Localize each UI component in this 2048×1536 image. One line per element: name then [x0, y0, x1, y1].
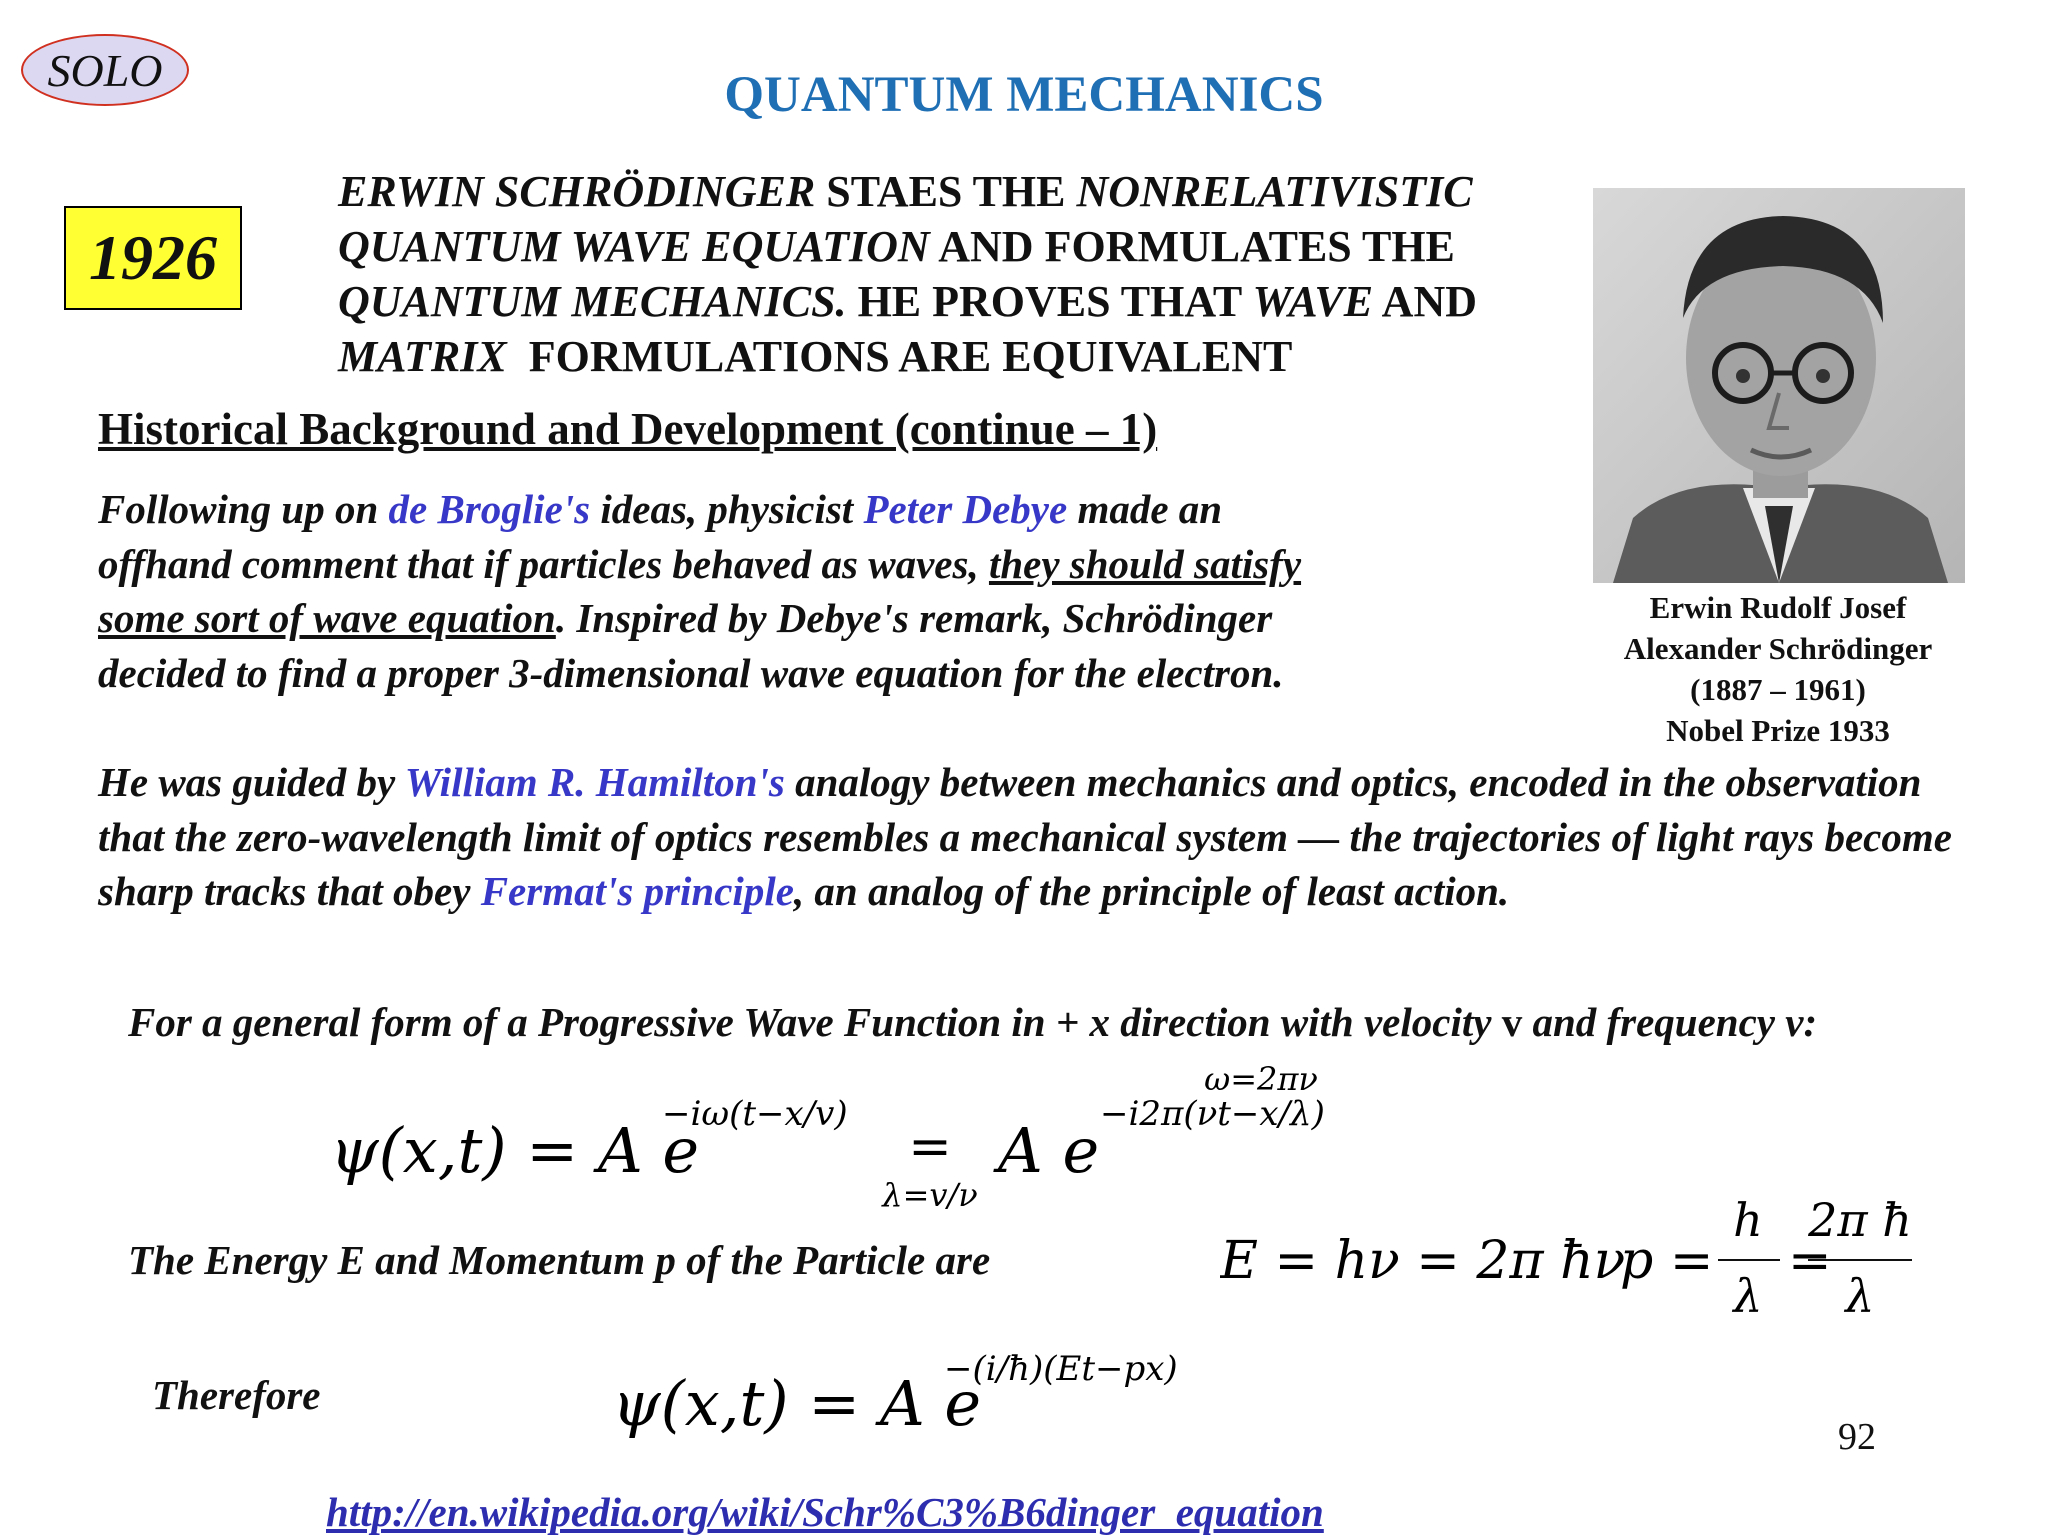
momentum-equals-2: = — [1788, 1231, 1832, 1291]
wave-eq-under: λ=v/ν — [882, 1176, 978, 1210]
portrait-illustration — [1593, 188, 1965, 583]
link-hamilton[interactable]: William R. Hamilton's — [404, 759, 785, 805]
para2-text-1: He was guided by — [98, 759, 405, 805]
final-eq-exp: −(i/ħ)(Et−px) — [944, 1349, 1178, 1389]
momentum-den-2: λ — [1845, 1269, 1875, 1323]
wave-intro-colon: : — [1803, 999, 1818, 1045]
para2-text-2: analogy between mechanics and optics, encoded in the observation that the zero-wavelength limit of optics resembles a mechanical system — the trajectories of light rays become sharp tracks that obey — [98, 759, 1952, 914]
headline-l3d: AND — [1373, 277, 1477, 326]
wave-intro-text-1: For a general form of a Progressive Wave Function in + x direction with velocity — [128, 999, 1502, 1045]
para1-underlined: they should satisfy some sort of wave equation — [98, 540, 1302, 641]
wave-eq-exp2: −i2π(νt−x/λ) — [1100, 1094, 1325, 1134]
wave-function-intro — [128, 998, 1817, 1046]
headline-l2b: AND FORMULATES THE — [929, 222, 1455, 271]
wave-equation — [330, 1060, 1350, 1210]
year-label: 1926 — [89, 222, 217, 293]
paragraph-hamilton — [98, 755, 1978, 919]
para1-text-3: made an offhand comment that if particles behaved as waves, — [98, 486, 1223, 587]
headline — [338, 164, 1568, 384]
headline-l3a: QUANTUM MECHANICS. — [338, 277, 847, 326]
caption-line-2: Alexander Schrödinger — [1623, 631, 1933, 666]
wave-eq-over: ω=2πν — [1204, 1060, 1318, 1098]
link-de-broglie[interactable]: de Broglie's — [388, 486, 591, 532]
caption-line-3: (1887 – 1961) — [1690, 672, 1866, 707]
portrait-photo — [1593, 188, 1965, 583]
wave-eq-equals: = — [908, 1117, 952, 1177]
para1-text-2: ideas, physicist — [590, 486, 864, 532]
headline-line-4 — [338, 329, 1568, 384]
headline-l4b: FORMULATIONS ARE EQUIVALENT — [506, 332, 1293, 381]
wave-eq-lhs: ψ(x,t) = A e — [330, 1114, 700, 1187]
page-number: 92 — [1838, 1416, 1876, 1458]
headline-l3c: WAVE — [1252, 277, 1374, 326]
wave-intro-text-2: and frequency — [1522, 999, 1786, 1045]
headline-l1c: NONRELATIVISTIC — [1076, 167, 1473, 216]
paragraph-debye — [98, 482, 1358, 700]
energy-momentum-equations — [1220, 1196, 1940, 1336]
wave-intro-frequency: ν — [1785, 999, 1804, 1045]
headline-l1a: ERWIN SCHRÖDINGER — [338, 167, 816, 216]
energy-momentum-label: The Energy E and Momentum p of the Particle are — [128, 1237, 991, 1283]
momentum-lhs: p = — [1620, 1231, 1714, 1291]
momentum-num-2: 2π ħ — [1808, 1196, 1912, 1247]
headline-l1b: STAES THE — [815, 167, 1077, 216]
link-fermat-principle[interactable]: Fermat's principle — [480, 868, 794, 914]
year-box — [64, 206, 242, 310]
headline-l2a: QUANTUM WAVE EQUATION — [338, 222, 930, 271]
headline-line-2 — [338, 219, 1568, 274]
portrait-caption — [1566, 587, 1990, 751]
para1-text-4: . Inspired by Debye's remark, Schrödinger decided to find a proper 3-dimensional wave equation for the electron. — [98, 595, 1284, 696]
wave-intro-velocity: v — [1501, 999, 1523, 1045]
final-wave-equation — [612, 1340, 1212, 1450]
headline-l4a: MATRIX — [338, 332, 507, 381]
link-peter-debye[interactable]: Peter Debye — [863, 486, 1068, 532]
momentum-num-1: h — [1733, 1196, 1763, 1247]
headline-line-1 — [338, 164, 1568, 219]
caption-line-4: Nobel Prize 1933 — [1666, 713, 1890, 748]
wave-eq-rhs: A e — [998, 1114, 1100, 1187]
therefore-label: Therefore — [152, 1372, 321, 1418]
slide-title: QUANTUM MECHANICS — [724, 67, 1324, 123]
momentum-den-1: λ — [1733, 1269, 1763, 1323]
headline-l3b: HE PROVES THAT — [846, 277, 1253, 326]
solo-badge-label: SOLO — [47, 44, 163, 96]
source-link[interactable]: http://en.wikipedia.org/wiki/Schr%C3%B6dinger_equation — [326, 1489, 1324, 1535]
wave-eq-exp1: −iω(t−x/v) — [662, 1094, 848, 1134]
section-heading: Historical Background and Development (continue – 1) — [98, 404, 1158, 454]
final-eq-lhs: ψ(x,t) = A e — [612, 1367, 982, 1440]
headline-line-3 — [338, 274, 1568, 329]
para2-text-3: , an analog of the principle of least action. — [793, 868, 1510, 914]
para1-text-1: Following up on — [98, 486, 389, 532]
caption-line-1: Erwin Rudolf Josef — [1649, 590, 1907, 625]
energy-equation: E = hν = 2π ħν — [1220, 1231, 1626, 1291]
